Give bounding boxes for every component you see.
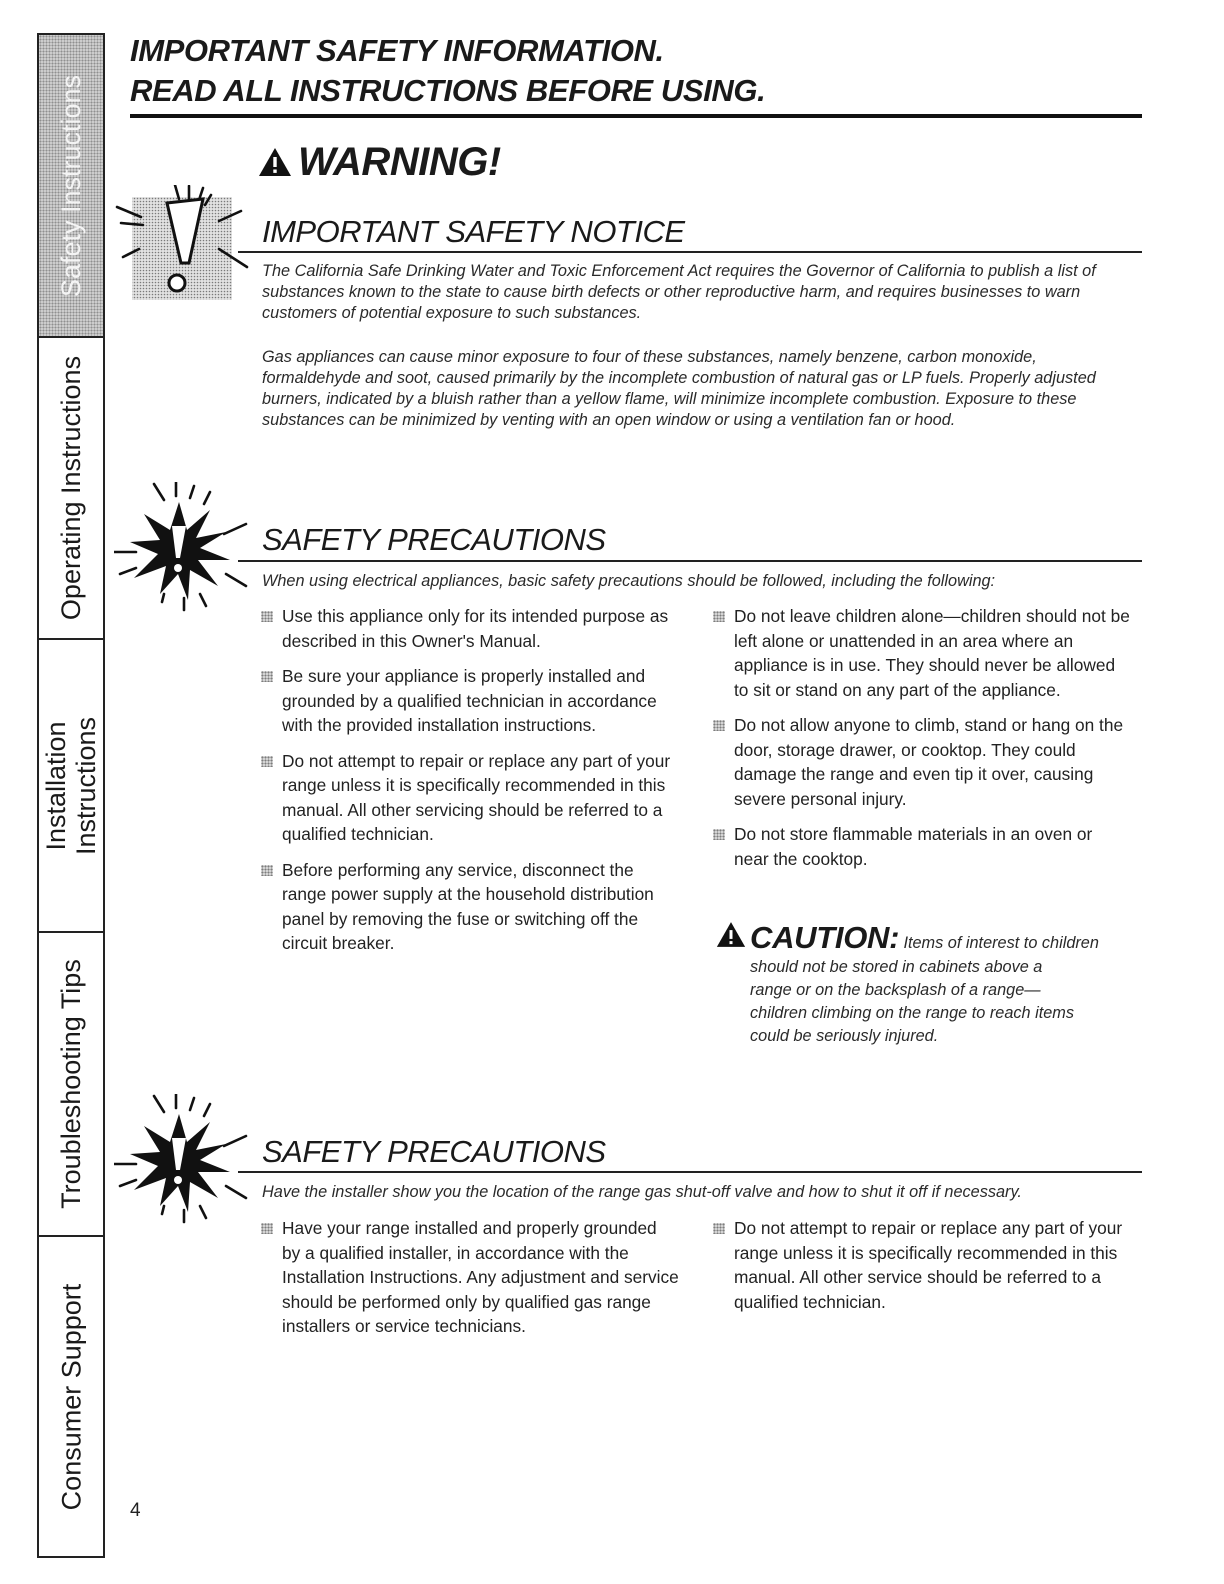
safety-notice-exclamation-icon bbox=[115, 185, 260, 310]
list-item: Do not attempt to repair or replace any part of your range unless it is specifically recommended in this manual. All other service should be referred to a qualified technician. bbox=[711, 1216, 1141, 1314]
precautions-2-left-list bbox=[259, 1216, 679, 1350]
tab-installation-instructions[interactable] bbox=[39, 640, 103, 933]
safety-precautions-intro-2: Have the installer show you the location of the range gas shut-off valve and how to shut it off if necessary. bbox=[262, 1183, 1022, 1201]
caution-note bbox=[716, 920, 1146, 1048]
tab-troubleshooting-tips[interactable] bbox=[39, 933, 103, 1237]
title-line-2: READ ALL INSTRUCTIONS BEFORE USING. bbox=[130, 73, 766, 108]
safety-precautions-starburst-icon bbox=[114, 482, 259, 617]
list-item: Have your range installed and properly grounded by a qualified installer, in accordance with the Installation Instructions. Any adjustment and service should be performed only by qualified gas range installers or service technicians. bbox=[259, 1216, 679, 1339]
safety-notice-paragraph-2: Gas appliances can cause minor exposure to four of these substances, namely benzene, carbon monoxide, formaldehyde and soot, caused primarily by the incomplete combustion of natural gas or LP fuels. Properly adjusted burners, indicated by a bluish rather than a yellow flame, will minimize incomplete combustion. Exposure to these substances can be minimized by venting with an open window or using a ventilation fan or hood. bbox=[262, 348, 1096, 429]
safety-precautions-intro-1: When using electrical appliances, basic safety precautions should be followed, including the following: bbox=[262, 572, 996, 590]
tab-consumer-support[interactable] bbox=[39, 1237, 103, 1556]
caution-text-line: children climbing on the range to reach items bbox=[750, 1004, 1074, 1022]
safety-precautions-starburst-icon bbox=[114, 1094, 259, 1229]
caution-text-line: could be seriously injured. bbox=[750, 1027, 939, 1045]
tab-label: Installation Instructions bbox=[41, 716, 101, 855]
list-item: Do not attempt to repair or replace any part of your range unless it is specifically recommended in this manual. All other servicing should be referred to a qualified technician. bbox=[259, 749, 679, 847]
tab-operating-instructions[interactable] bbox=[39, 338, 103, 640]
list-item: Before performing any service, disconnect the range power supply at the household distribution panel by removing the fuse or switching off the circuit breaker. bbox=[259, 858, 679, 956]
caution-label: CAUTION bbox=[750, 920, 890, 955]
title-line-1: IMPORTANT SAFETY INFORMATION. bbox=[130, 33, 664, 68]
precautions-1-left-list bbox=[259, 604, 679, 967]
caution-text-line: range or on the backsplash of a range— bbox=[750, 981, 1041, 999]
safety-precautions-divider-2 bbox=[238, 1171, 1142, 1173]
tab-label: Operating Instructions bbox=[56, 355, 87, 621]
section-tabs-sidebar bbox=[37, 33, 105, 1558]
warning-heading bbox=[258, 138, 501, 186]
safety-notice-divider bbox=[238, 251, 1142, 253]
tab-safety-instructions[interactable] bbox=[39, 35, 103, 338]
warning-label: WARNING! bbox=[298, 140, 501, 184]
safety-precautions-heading-1: SAFETY PRECAUTIONS bbox=[262, 522, 606, 557]
page-number: 4 bbox=[130, 1500, 141, 1521]
tab-label: Safety Instructions bbox=[56, 74, 87, 297]
tab-label: Consumer Support bbox=[56, 1283, 86, 1510]
safety-precautions-heading-2: SAFETY PRECAUTIONS bbox=[262, 1134, 606, 1169]
warning-triangle-icon bbox=[258, 147, 292, 177]
caution-text: Items of interest to children bbox=[903, 934, 1099, 952]
list-item: Do not leave children alone—children should not be left alone or unattended in an area where an appliance is in use. They should never be allowed to sit or stand on any part of the appliance. bbox=[711, 604, 1131, 702]
list-item: Be sure your appliance is properly installed and grounded by a qualified technician in accordance with the provided installation instructions. bbox=[259, 664, 679, 738]
safety-notice-heading: IMPORTANT SAFETY NOTICE bbox=[262, 214, 685, 249]
page-title bbox=[130, 31, 1142, 111]
precautions-2-right-list bbox=[711, 1216, 1141, 1325]
list-item: Do not store flammable materials in an oven or near the cooktop. bbox=[711, 822, 1131, 871]
precautions-1-right-list bbox=[711, 604, 1131, 882]
tab-label: Troubleshooting Tips bbox=[56, 959, 86, 1209]
safety-precautions-divider-1 bbox=[238, 560, 1142, 562]
caution-colon: : bbox=[889, 920, 900, 955]
safety-notice-paragraph-1: The California Safe Drinking Water and Toxic Enforcement Act requires the Governor of California to publish a list of substances known to the state to cause birth defects or other reproductive harm, and requires businesses to warn customers of potential exposure to such substances. bbox=[262, 262, 1096, 322]
caution-text-continued bbox=[750, 956, 1146, 1048]
list-item: Do not allow anyone to climb, stand or hang on the door, storage drawer, or cooktop. They could damage the range and even tip it over, causing severe personal injury. bbox=[711, 713, 1131, 811]
header-divider bbox=[130, 114, 1142, 118]
caution-text-line: should not be stored in cabinets above a bbox=[750, 958, 1043, 976]
caution-triangle-icon bbox=[716, 921, 746, 948]
list-item: Use this appliance only for its intended purpose as described in this Owner's Manual. bbox=[259, 604, 679, 653]
